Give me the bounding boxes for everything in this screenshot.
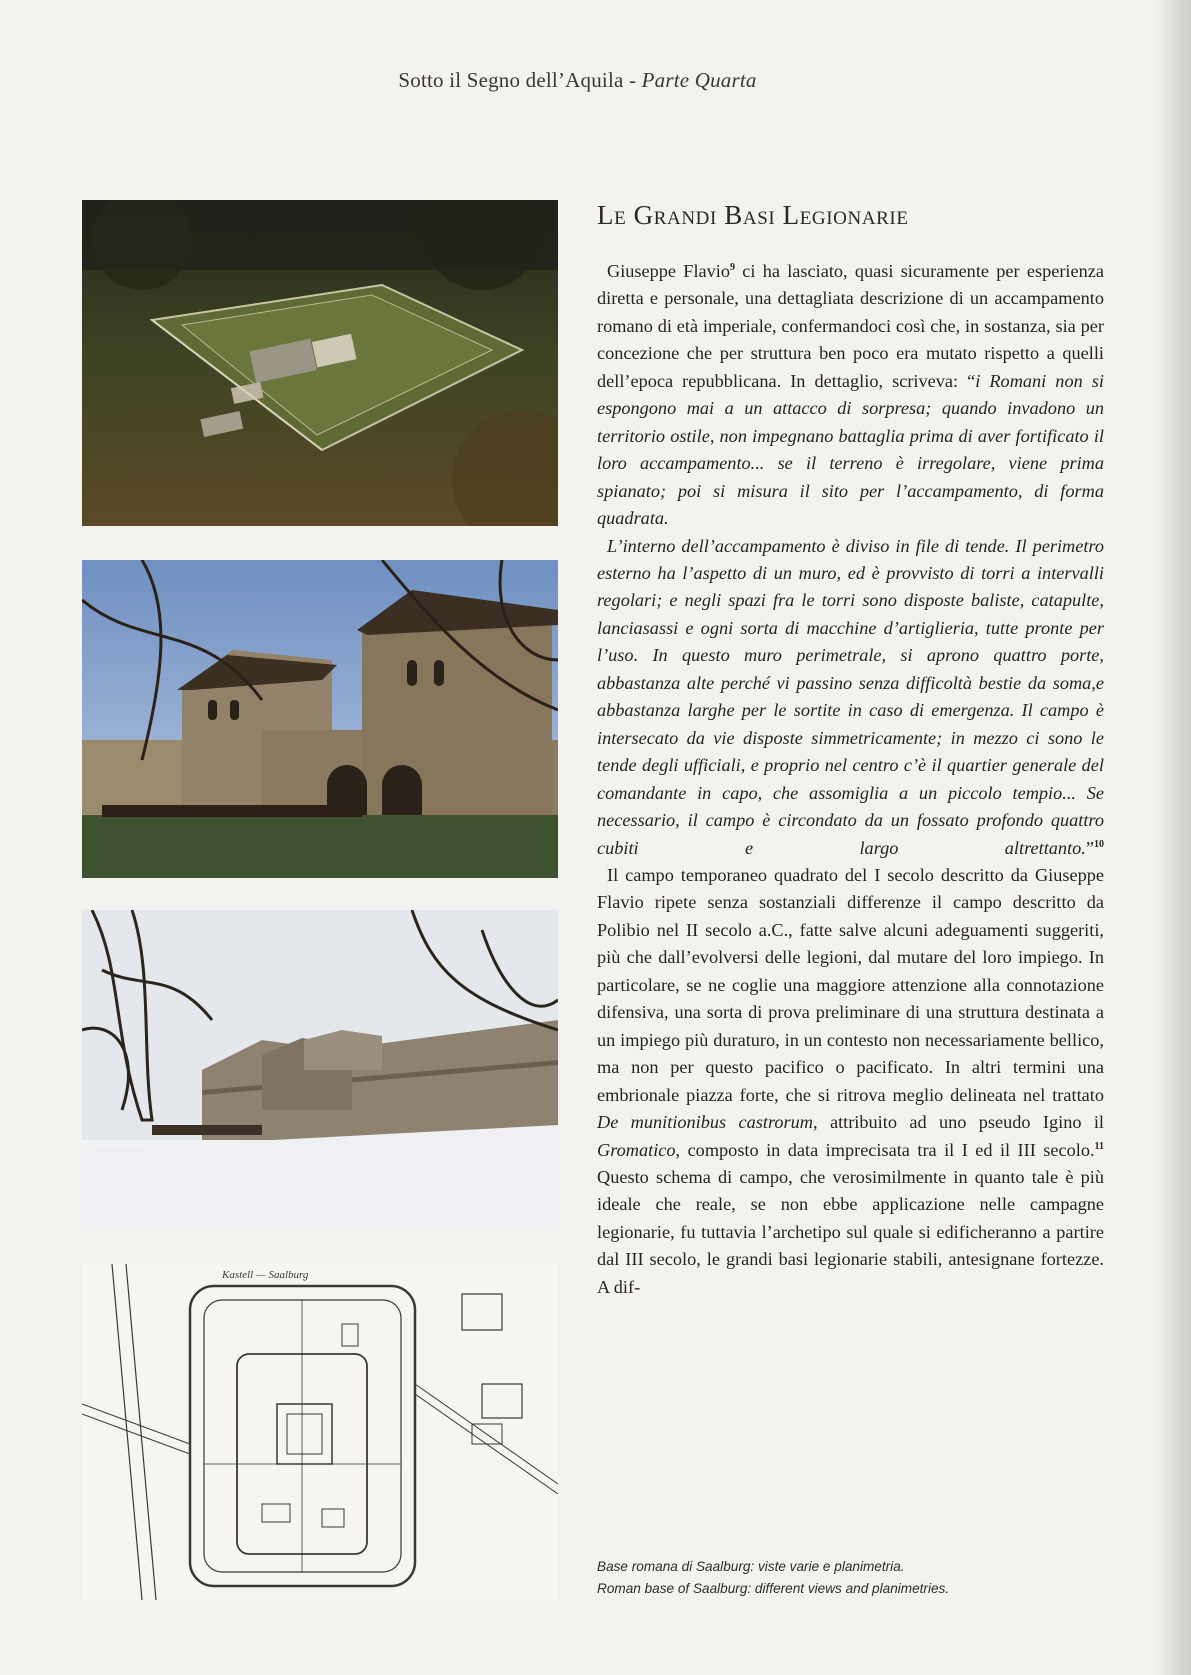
figure-caption	[597, 1556, 1117, 1600]
book-title: Sotto il Segno dell’Aquila	[398, 68, 624, 92]
p3-text-3: , composto in data imprecisata tra il I ed il III secolo.	[675, 1139, 1095, 1160]
p1-text-2: ci ha lasciato, quasi sicuramente per esperienza diretta e personale, una dettagliata descrizione di un accampamento romano di età imperiale, confermandoci così che, in sostanza, sia per concezione che per struttura ben poco era mutato rispetto a quelli dell’epoca repubblicana. In dettaglio, scriveva: “	[597, 261, 1104, 391]
p2-close-quote: ”	[1085, 837, 1094, 858]
p3-italic-2: Gromatico	[597, 1139, 676, 1160]
p3-text-1: Il campo temporaneo quadrato del I secolo descritto da Giuseppe Flavio ripete senza sostanziali differenze il campo descritto da Polibio nel II secolo a.C., fatte salve alcuni adeguamenti suggeriti, più che dall’evolversi delle legioni, dal mutare del loro impiego. In particolare, se ne coglie una maggiore attenzione alla connotazione difensiva, una sorta di prova preliminare di una struttura destinata a un impiego più duraturo, in un contesto non necessariamente bellico, ma non per questo pacifico o pacificato. In altri termini una embrionale piazza forte, che si ritrova meglio delineata nel trattato	[597, 864, 1104, 1105]
gate-photo	[82, 560, 558, 878]
paragraph-1	[597, 258, 1104, 533]
footnote-11: 11	[1094, 1140, 1104, 1152]
article-body	[597, 258, 1104, 1301]
p3-text-4: Questo schema di campo, che verosimilmente in quanto tale è più ideale che reale, se non ebbe applicazione nelle campagne legionarie, fu tuttavia l’archetipo sul quale si edificheranno a partire dal III secolo, le grandi basi legionarie stabili, antesignane fortezze. A dif-	[597, 1166, 1104, 1297]
running-header	[0, 68, 1155, 93]
plan-drawing	[82, 1264, 558, 1600]
footnote-9: 9	[730, 262, 736, 273]
section-title: Le Grandi Basi Legionarie	[597, 200, 909, 230]
caption-italian: Base romana di Saalburg: viste varie e planimetria.	[597, 1559, 905, 1574]
paragraph-2	[597, 533, 1104, 862]
footnote-10: 10	[1094, 838, 1104, 850]
part-title: Parte Quarta	[641, 68, 757, 92]
aerial-photo	[82, 200, 558, 526]
plan-label: Kastell — Saalburg	[222, 1269, 309, 1281]
p1-text-1: Giuseppe Flavio	[607, 261, 731, 281]
p3-text-2: , attribuito ad uno pseudo Igino il	[813, 1112, 1104, 1133]
caption-english: Roman base of Saalburg: different views and planimetries.	[597, 1581, 950, 1596]
page-gutter-shadow	[1155, 0, 1191, 1675]
paragraph-3	[597, 862, 1104, 1301]
p1-quote: i Romani non si espongono mai a un attacco di sorpresa; quando invadono un territorio ostile, non impegnano battaglia prima di aver fortificato il loro accampamento... se il terreno è irregolare, viene prima spianato; poi si misura il sito per l’accampamento, di forma quadrata.	[597, 370, 1104, 529]
snow-photo	[82, 910, 558, 1230]
p2-quote: L’interno dell’accampamento è diviso in file di tende. Il perimetro esterno ha l’aspetto di un muro, ed è provvisto di torri a intervalli regolari; e negli spazi fra le torri sono disposte baliste, catapulte, lanciasassi e ogni sorta di macchine d’artiglieria, tutte pronte per l’uso. In questo muro perimetrale, si aprono quattro porte, abbastanza alte perché vi passino senza difficoltà bestie da soma,e abbastanza larghe per le sortite in caso di emergenza. Il campo è intersecato da vie disposte simmetricamente; in mezzo ci sono le tende degli ufficiali, e proprio nel centro c’è il quartier generale del comandante in capo, che assomiglia a un piccolo tempio... Se necessario, il campo è circondato da un fossato profondo quattro cubiti e largo altrettanto.	[597, 535, 1104, 858]
header-separator: -	[628, 68, 637, 92]
p3-italic-1: De munitionibus castrorum	[597, 1112, 814, 1133]
